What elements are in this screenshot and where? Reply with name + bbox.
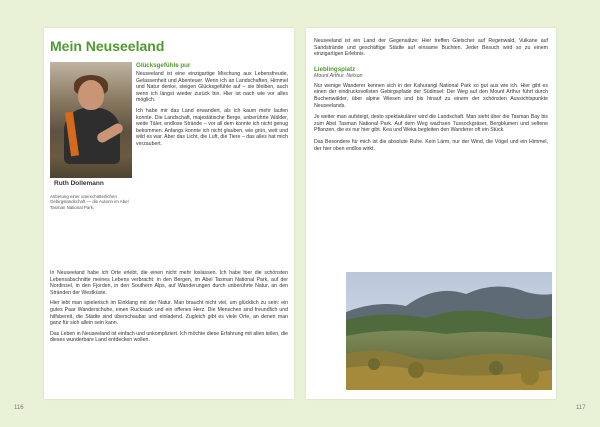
- mountain-landscape-photo: [346, 272, 552, 390]
- page-number-left: 116: [14, 405, 24, 411]
- right-text-column: [314, 38, 548, 157]
- page-number-right: 117: [576, 405, 586, 411]
- intro-paragraph: Neuseeland ist eine einzigartige Mischung aus Lebensfreude, Gelassenheit und Abenteuer. Wenn ich an Landschaften, Himmel und Natur denke, steigen Glücksgefühle auf – sie bleiben, auch wenn ich längst wieder zurück bin. Hier ist nach wie vor alles möglich.: [136, 71, 288, 104]
- paragraph-landscape: Je weiter man aufsteigt, desto spektakulärer wird die Landschaft. Man sieht über die Tasman Bay bis zum Abel Tasman National Park. Auf dem Weg wachsen Tussockgräser, Bergblumen und seltene Pflanzen, die es nur hier gibt. Kea und Weka begleiten den Wanderer oft ein Stück.: [314, 114, 548, 134]
- paragraph-hike: Nur wenige Wanderer kennen sich in der Kahurangi National Park so gut aus wie ich. Hier gibt es einen der eindrucksvollsten Gebirgspfade der Südinsel: Der Weg auf den Mount Arthur führt durch Buchenwälder, über alpine Wiesen und bis hinauf zu einem der schönsten Aussichtspunkte Neuseelands.: [314, 82, 548, 109]
- second-paragraph: Ich habe mir das Land erwandert, als ich kaum mehr laufen konnte. Die Landschaft, majestätische Berge, unberührte Wälder, weite Täler, endlose Strände – vor all dem konnte ich nicht genug bekommen. Anfangs konnte ich nicht glauben, wie grün, weit und wild es war. Aber das Licht, die Luft, die Tiere – das alles hat mich verzaubert.: [136, 107, 288, 147]
- section-location: Mount Arthur, Nelson: [314, 72, 363, 79]
- author-figure-head: [78, 80, 104, 110]
- author-photo: [50, 62, 132, 188]
- section-subhead: Glücksgefühle pur: [136, 62, 191, 69]
- left-page: [44, 28, 294, 399]
- top-paragraph: Neuseeland ist ein Land der Gegensätze: Hier treffen Gletscher auf Regenwald, Vulkane auf Sandstrände und geschäftige Städte auf einsame Buchten. Jeder Besuch wird so zu einem einzigartigen Erlebnis.: [314, 38, 548, 58]
- paragraph-places: In Neuseeland habe ich Orte erlebt, die einen nicht mehr loslassen. Ich habe hier die schönsten Lebensabschnitte meines Lebens verbracht: in den Bergen, im Abel Tasman National Park, auf der Nordinsel, in den Fjorden, in den Southern Alps, auf Wanderungen durch unberührte Natur, an den Stränden der Westküste.: [50, 270, 288, 296]
- section-title-favorite-place: Lieblingsplatz: [314, 65, 356, 73]
- paragraph-life: Hier lebt man spielerisch im Einklang mit der Natur. Man braucht nicht viel, um glücklich zu sein: ein gutes Paar Wanderschuhe, einen Rucksack und ein offenes Herz. Die Menschen sind freundlich und hilfsbereit, die Städte sind überschaubar und einladend. Zugleich gibt es viele Orte, an denen man ganz für sich allein sein kann.: [50, 300, 288, 327]
- author-name-label: Ruth Dollemann: [50, 178, 132, 190]
- paragraph-closing: Das Leben in Neuseeland ist einfach und unkompliziert. Ich möchte diese Erfahrung mit allen teilen, die dieses wunderbare Land entdecken wollen.: [50, 330, 288, 344]
- paragraph-calm: Das Besondere für mich ist die absolute Ruhe. Kein Lärm, nur der Wind, die Vögel und ein Himmel, der hier oben endlos wirkt.: [314, 138, 548, 152]
- intro-column: [136, 62, 288, 152]
- right-page: [306, 28, 556, 399]
- full-width-text: [50, 270, 288, 348]
- page-title: Mein Neuseeland: [50, 38, 165, 54]
- photo-caption: Anbetung einer unerschütterlichen Gebirgslandschaft — die Autorin im Abel Tasman National Park.: [50, 194, 129, 210]
